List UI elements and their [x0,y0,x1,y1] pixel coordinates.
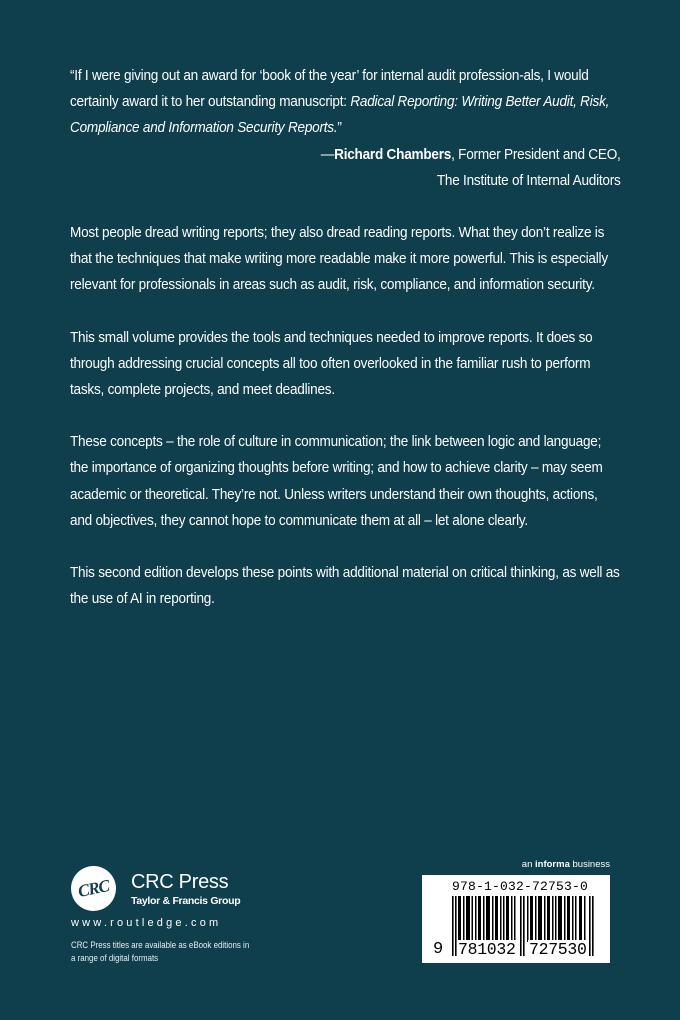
quote-close-mark: ” [337,120,342,137]
barcode-digits-right: 727530 [529,940,587,959]
endorser-role: , Former President and CEO, [451,146,621,163]
informa-tagline [520,859,610,870]
isbn-barcode [422,875,610,963]
barcode-digits-left: 781032 [458,940,516,959]
description-paragraph: This second edition develops these points with additional material on critical thinking, as well as the use of AI in reporting. [70,565,620,608]
publisher-group: Taylor & Francis Group [131,895,241,907]
description-paragraph: Most people dread writing reports; they also dread reading reports. What they don’t realize is that the techniques that make writing more readable make it more powerful. This is especially relevant for professionals in areas such as audit, risk, compliance, and information security. [70,225,608,294]
isbn-text: 978-1-032-72753-0 [452,879,589,894]
description-paragraph: These concepts – the role of culture in communication; the link between logic and language; the importance of organizing thoughts before writing; and how to achieve clarity – may seem academic or theoretical. They’re not. Unless writers understand their own thoughts, actions, and objectives, they cannot hope to communicate them at all – let alone clearly. [70,434,603,529]
endorsement [70,63,621,194]
publisher-name: CRC Press [131,871,229,893]
barcode-digit-first: 9 [433,940,444,959]
attribution-dash: — [320,146,335,163]
endorsement-attribution [70,142,621,168]
endorser-name: Richard Chambers [334,146,452,163]
endorsement-quote [70,63,621,142]
crc-logo-text: CRC [76,875,111,901]
back-cover-text [70,63,621,612]
quoted-book-title: Radical Reporting: Writing Better Audit, Risk, Compliance and Information Security Reports. [70,94,610,137]
endorser-organization: The Institute of Internal Auditors [436,172,621,189]
informa-brand: informa [535,859,570,870]
informa-suffix: business [569,859,610,870]
description-paragraph: This small volume provides the tools and techniques needed to improve reports. It does so through addressing crucial concepts all too often overlooked in the familiar rush to perform tasks, complete projects, and meet deadlines. [70,329,593,399]
crc-logo-icon [71,866,116,911]
ebook-note: CRC Press titles are available as eBook editions in a range of digital formats [71,940,250,963]
publisher-block [70,864,270,974]
informa-prefix: an [521,859,536,870]
quote-text: “If I were giving out an award for ‘book of the year’ for internal audit profession-als, I would certainly award it to her outstanding manuscript: [70,68,589,111]
publisher-url: www.routledge.com [71,917,222,929]
